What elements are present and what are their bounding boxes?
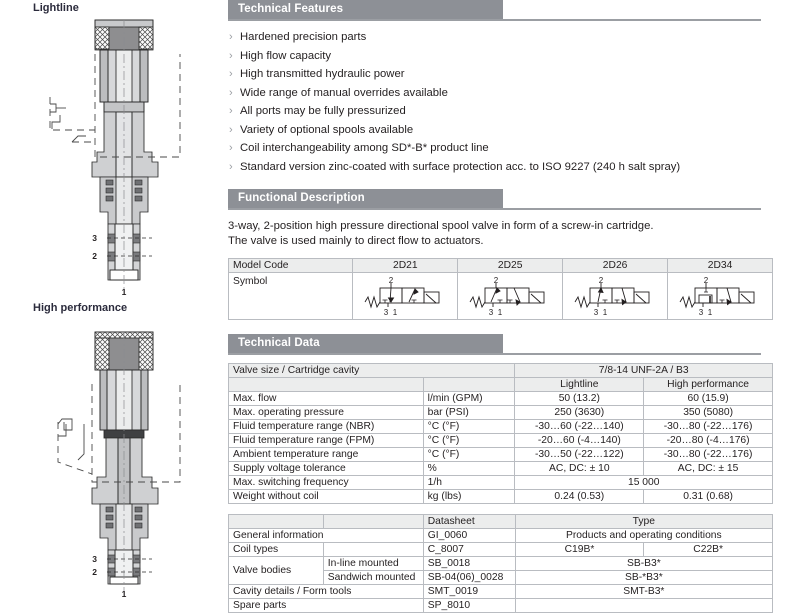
symbol-port-2: 2 <box>389 275 394 285</box>
row-unit: 1/h <box>423 475 515 489</box>
row-unit: % <box>423 461 515 475</box>
illustration-column <box>0 0 222 600</box>
ds-row-datasheet: GI_0060 <box>423 528 515 542</box>
ds-header-datasheet: Datasheet <box>423 514 515 528</box>
valve-size-value: 7/8-14 UNF-2A / B3 <box>515 363 773 377</box>
list-item <box>228 86 800 101</box>
list-item-label: All ports may be fully pressurized <box>240 105 406 117</box>
table-row-coil-types <box>229 542 773 556</box>
symbol-port-3: 3 <box>593 307 599 317</box>
list-item <box>228 67 800 82</box>
section-header-bar <box>228 0 503 19</box>
ds-row-datasheet: SB-04(06)_0028 <box>423 570 515 584</box>
valve-size-label: Valve size / Cartridge cavity <box>229 363 515 377</box>
row-value-highperf: 60 (15.9) <box>644 391 773 405</box>
list-item <box>228 123 800 138</box>
section-title: Functional Description <box>238 191 365 204</box>
list-item-label: Wide range of manual overrides available <box>240 86 448 99</box>
valve-symbol-2d21 <box>353 272 458 319</box>
valve-symbol-2d34 <box>668 272 773 319</box>
ds-row-type: SMT-B3* <box>515 584 772 598</box>
table-row-header <box>229 258 773 272</box>
chevron-right-icon: › <box>229 160 233 173</box>
symbol-port-3: 3 <box>384 307 389 317</box>
figure-lightline-cross-section <box>0 12 222 297</box>
symbol-port-1: 1 <box>707 307 713 317</box>
functional-description-text <box>228 219 800 250</box>
section-rule <box>228 353 761 355</box>
row-unit: kg (lbs) <box>423 489 515 503</box>
section-title: Technical Data <box>238 336 320 349</box>
row-label-model-code: Model Code <box>229 258 353 272</box>
table-row-valve-size <box>229 363 773 377</box>
row-value-highperf: -30…80 (-22…176) <box>644 447 773 461</box>
ds-row-type: SB-B3* <box>515 556 772 570</box>
table-row <box>229 461 773 475</box>
row-value-highperf: AC, DC: ± 15 <box>644 461 773 475</box>
row-value-lightline: AC, DC: ± 10 <box>515 461 644 475</box>
model-code-2d26: 2D26 <box>563 258 668 272</box>
row-unit: °C (°F) <box>423 419 515 433</box>
valve-symbol-2d25 <box>458 272 563 319</box>
ds-row-type-lightline: C19B* <box>515 542 644 556</box>
chevron-right-icon: › <box>229 123 233 136</box>
ds-row-sub-sandwich: Sandwich mounted <box>323 570 423 584</box>
table-row-spare-parts <box>229 598 773 612</box>
table-row <box>229 447 773 461</box>
ds-row-datasheet: SMT_0019 <box>423 584 515 598</box>
figure-title-high-performance: High performance <box>33 302 128 314</box>
table-row-general-information <box>229 528 773 542</box>
list-item-label: High flow capacity <box>240 49 332 62</box>
ds-row-label: Cavity details / Form tools <box>229 584 424 598</box>
model-code-table <box>228 258 773 320</box>
section-header-bar <box>228 189 503 208</box>
row-value-highperf: -20…80 (-4…176) <box>644 433 773 447</box>
row-value-lightline: 250 (3630) <box>515 405 644 419</box>
variant-header-high-performance: High performance <box>644 377 773 391</box>
variant-header-lightline: Lightline <box>515 377 644 391</box>
section-rule <box>228 208 761 210</box>
related-datasheets-table <box>228 514 773 613</box>
table-row-header <box>229 514 773 528</box>
port-label-3: 3 <box>92 233 97 243</box>
list-item-label: Hardened precision parts <box>240 31 367 43</box>
chevron-right-icon: › <box>229 49 233 62</box>
ds-row-label: Spare parts <box>229 598 424 612</box>
row-unit: °C (°F) <box>423 447 515 461</box>
description-line-2: The valve is used mainly to direct flow to actuators. <box>228 235 484 247</box>
row-value-span: 15 000 <box>515 475 773 489</box>
chevron-right-icon: › <box>229 142 233 154</box>
table-row-switching-frequency <box>229 475 773 489</box>
table-row-cavity-details <box>229 584 773 598</box>
symbol-port-2: 2 <box>493 275 499 285</box>
row-unit: °C (°F) <box>423 433 515 447</box>
table-row <box>229 391 773 405</box>
technical-data-table <box>228 363 773 504</box>
port-label-2: 2 <box>92 251 97 261</box>
valve-symbol-2d26 <box>563 272 668 319</box>
list-item-label: High transmitted hydraulic power <box>240 68 405 80</box>
list-item-label: Standard version zinc-coated with surface protection acc. to ISO 9227 (240 h salt spray) <box>240 160 681 173</box>
variant-header-blank-1 <box>229 377 424 391</box>
symbol-port-1: 1 <box>497 307 503 317</box>
table-row-symbol <box>229 272 773 319</box>
table-row-variant-header <box>229 377 773 391</box>
chevron-right-icon: › <box>229 31 233 43</box>
list-item <box>228 104 800 119</box>
ds-header-type: Type <box>515 514 772 528</box>
ds-row-sub <box>323 542 423 556</box>
ds-header-blank-1 <box>229 514 324 528</box>
model-code-2d25: 2D25 <box>458 258 563 272</box>
ds-row-type: SB-*B3* <box>515 570 772 584</box>
row-value-lightline: 0.24 (0.53) <box>515 489 644 503</box>
list-item <box>228 141 800 156</box>
ds-row-datasheet: SP_8010 <box>423 598 515 612</box>
row-label: Max. switching frequency <box>229 475 424 489</box>
symbol-port-2: 2 <box>703 275 709 285</box>
symbol-port-1: 1 <box>602 307 608 317</box>
list-item <box>228 49 800 64</box>
section-title: Technical Features <box>238 3 344 15</box>
list-item <box>228 30 800 45</box>
section-header-technical-data <box>228 334 800 355</box>
table-row <box>229 419 773 433</box>
ds-header-blank-2 <box>323 514 423 528</box>
row-label-symbol: Symbol <box>229 272 353 319</box>
chevron-right-icon: › <box>229 86 233 99</box>
row-label: Ambient temperature range <box>229 447 424 461</box>
symbol-port-1: 1 <box>393 307 398 317</box>
row-value-highperf: 0.31 (0.68) <box>644 489 773 503</box>
ds-row-datasheet: SB_0018 <box>423 556 515 570</box>
table-row <box>229 405 773 419</box>
figure-high-performance-cross-section <box>0 312 222 597</box>
list-item-label: Coil interchangeability among SD*-B* product line <box>240 142 489 154</box>
section-header-bar <box>228 334 503 353</box>
row-unit: bar (PSI) <box>423 405 515 419</box>
ds-row-label: General information <box>229 528 424 542</box>
ds-row-type: Products and operating conditions <box>515 528 772 542</box>
model-code-2d21: 2D21 <box>353 258 458 272</box>
table-row <box>229 433 773 447</box>
row-value-highperf: 350 (5080) <box>644 405 773 419</box>
section-rule <box>228 19 761 21</box>
row-value-highperf: -30…80 (-22…176) <box>644 419 773 433</box>
row-label: Weight without coil <box>229 489 424 503</box>
figure-title-lightline: Lightline <box>33 2 79 14</box>
row-unit: l/min (GPM) <box>423 391 515 405</box>
symbol-port-3: 3 <box>488 307 494 317</box>
chevron-right-icon: › <box>229 68 233 80</box>
row-label: Fluid temperature range (NBR) <box>229 419 424 433</box>
ds-row-label: Coil types <box>229 542 324 556</box>
ds-row-datasheet: C_8007 <box>423 542 515 556</box>
port-label-3: 3 <box>92 554 97 564</box>
port-label-2: 2 <box>92 567 97 577</box>
table-row-valve-bodies-inline <box>229 556 773 570</box>
row-value-lightline: 50 (13.2) <box>515 391 644 405</box>
section-header-technical-features <box>228 0 800 21</box>
symbol-port-3: 3 <box>698 307 704 317</box>
model-code-2d34: 2D34 <box>668 258 773 272</box>
description-line-1: 3-way, 2-position high pressure directional spool valve in form of a screw-in cartridge. <box>228 219 654 232</box>
section-header-functional-description <box>228 189 800 210</box>
row-label: Fluid temperature range (FPM) <box>229 433 424 447</box>
row-label: Max. operating pressure <box>229 405 424 419</box>
content-column <box>228 0 800 613</box>
technical-features-list <box>228 30 800 175</box>
ds-row-type-highperf: C22B* <box>644 542 773 556</box>
row-value-lightline: -20…60 (-4…140) <box>515 433 644 447</box>
ds-row-label-valve-bodies: Valve bodies <box>229 556 324 584</box>
ds-row-type <box>515 598 772 612</box>
port-label-1: 1 <box>121 589 127 599</box>
list-item <box>228 160 800 175</box>
ds-row-sub-inline: In-line mounted <box>323 556 423 570</box>
port-label-1: 1 <box>121 287 127 297</box>
list-item-label: Variety of optional spools available <box>240 123 414 136</box>
variant-header-blank-2 <box>423 377 515 391</box>
symbol-port-2: 2 <box>598 275 604 285</box>
chevron-right-icon: › <box>229 105 233 117</box>
row-label: Supply voltage tolerance <box>229 461 424 475</box>
row-value-lightline: -30…50 (-22…122) <box>515 447 644 461</box>
table-row-weight <box>229 489 773 503</box>
row-value-lightline: -30…60 (-22…140) <box>515 419 644 433</box>
row-label: Max. flow <box>229 391 424 405</box>
